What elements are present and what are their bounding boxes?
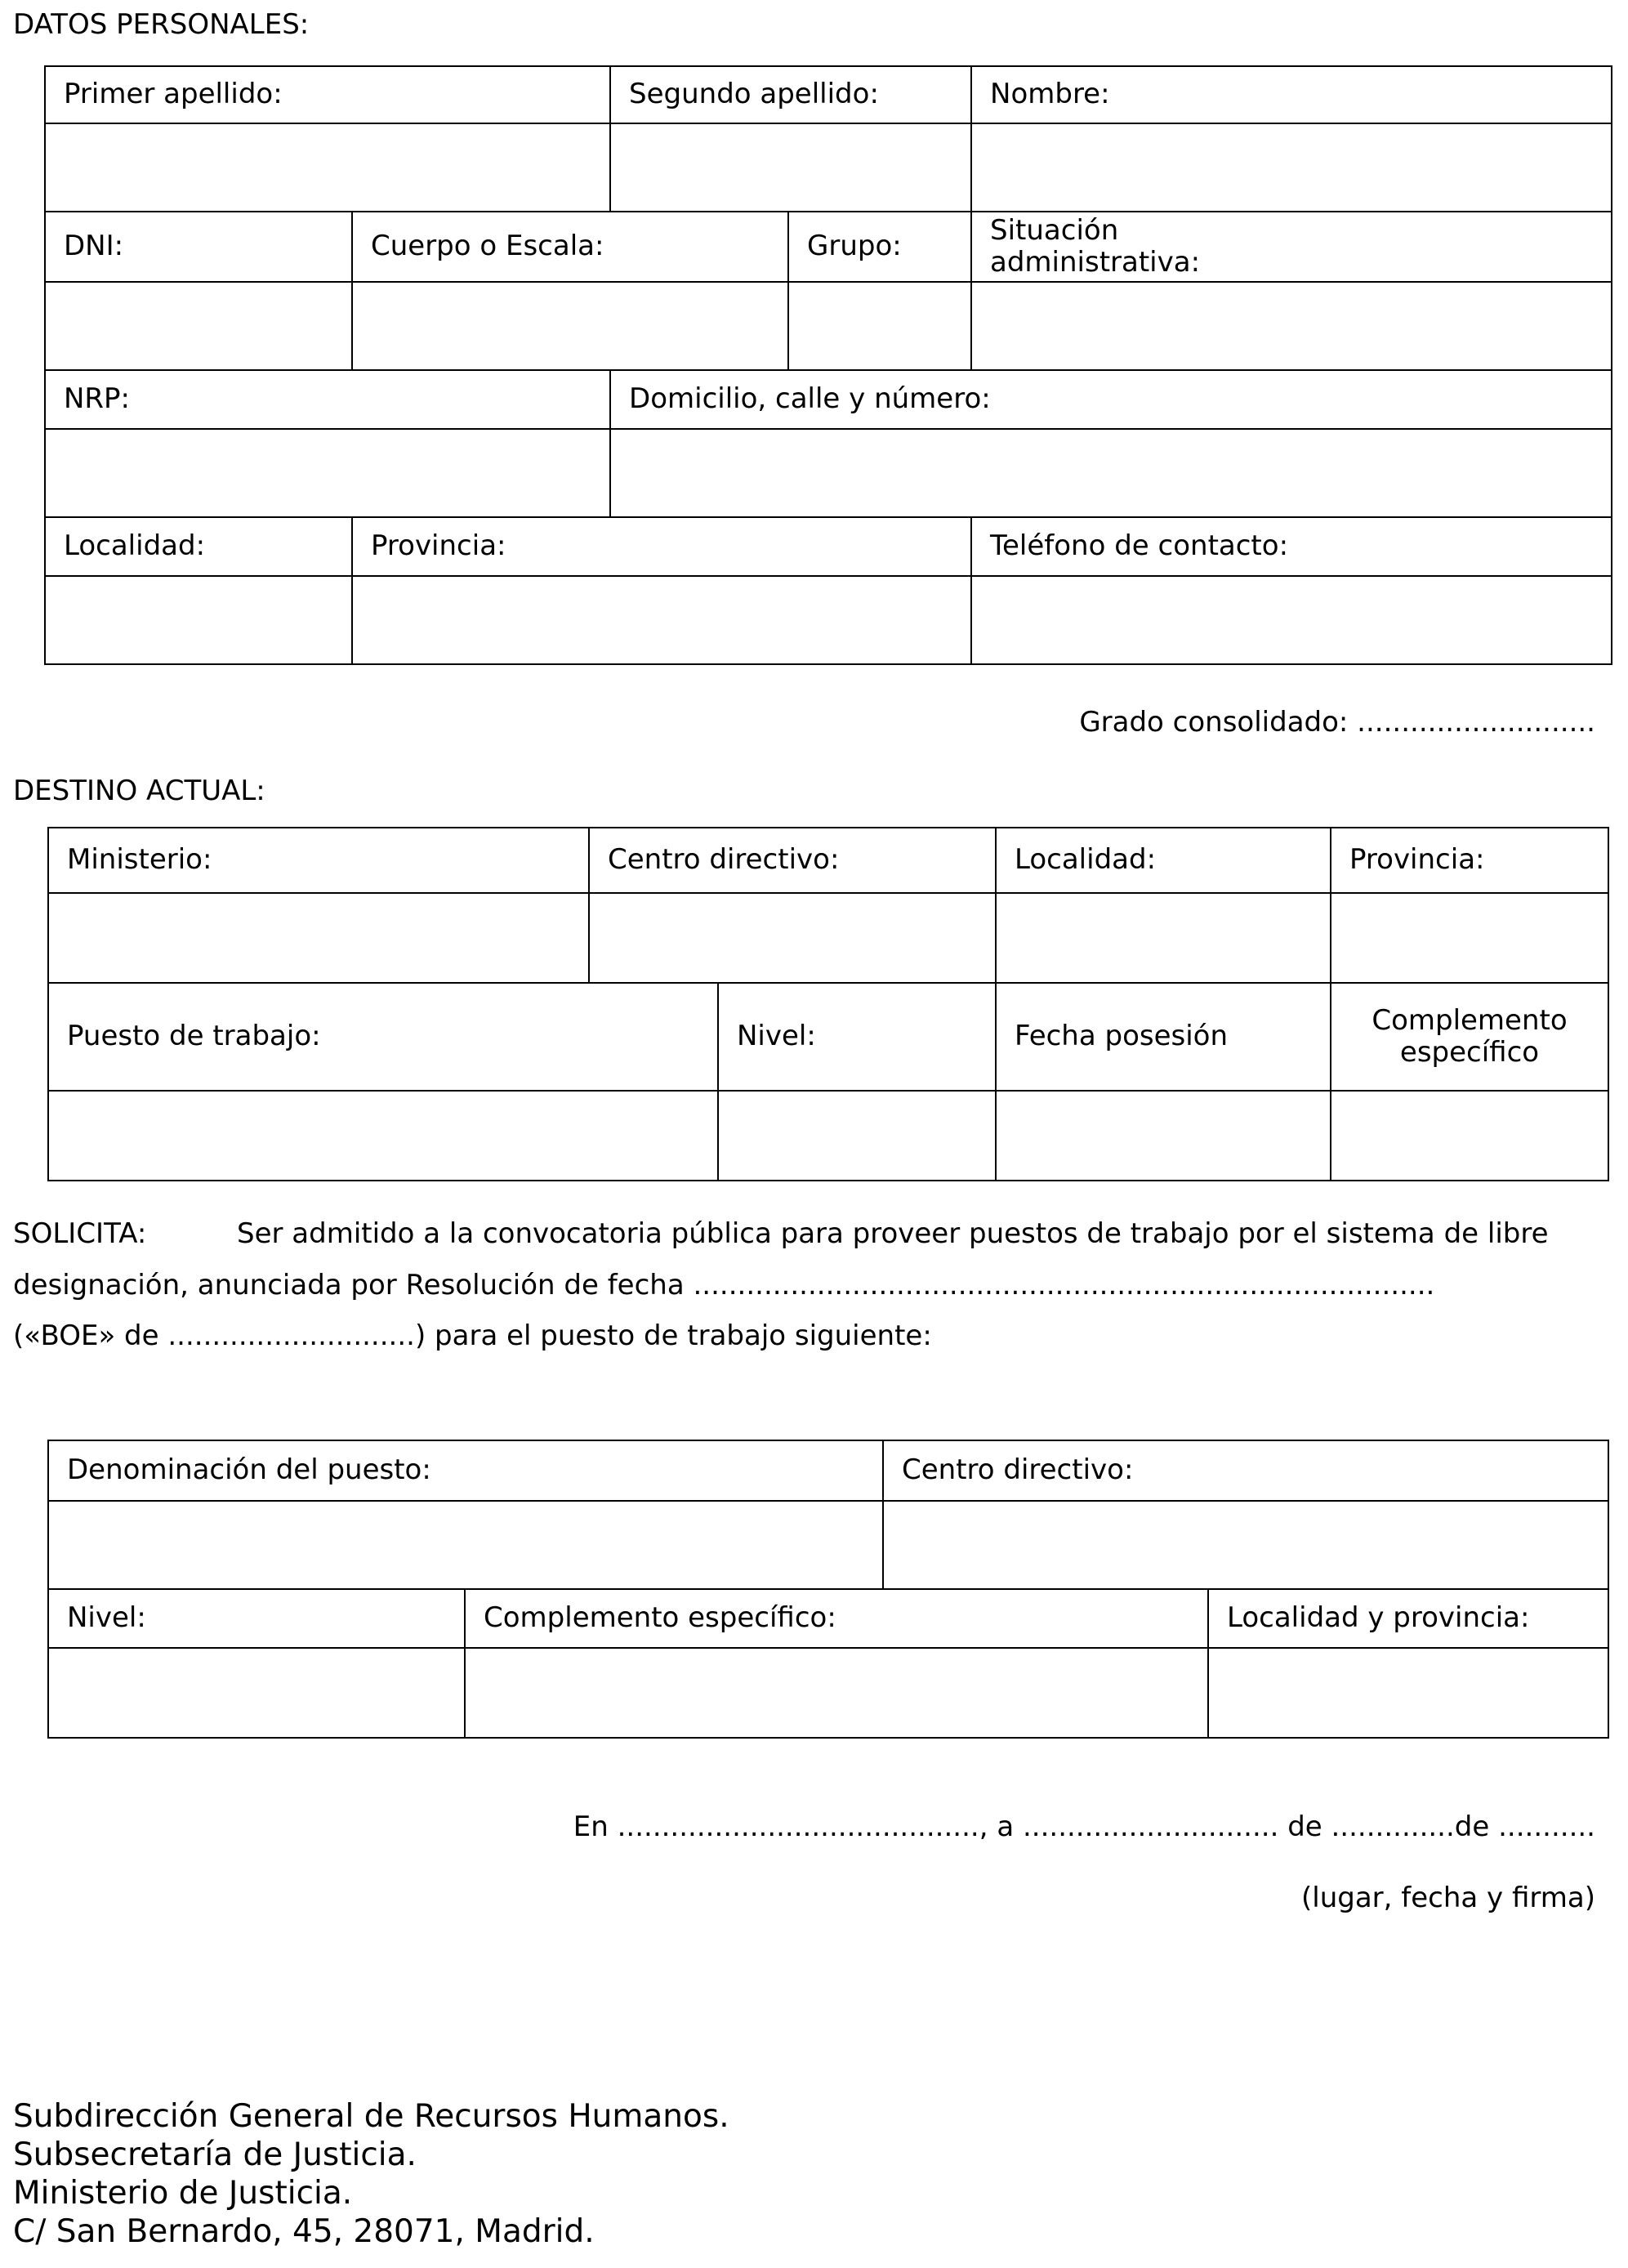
puesto-centro-directivo-label: Centro directivo: [883,1440,1608,1501]
dni-field[interactable] [45,282,352,370]
denominacion-puesto-label: Denominación del puesto: [48,1440,883,1501]
primer-apellido-field[interactable] [45,123,610,212]
nombre-field[interactable] [971,123,1612,212]
localidad-provincia-label: Localidad y provincia: [1208,1589,1608,1648]
footer-line2: Subsecretaría de Justicia. [13,2136,417,2173]
destino-nivel-field[interactable] [718,1091,996,1181]
puesto-trabajo-label: Puesto de trabajo: [48,983,718,1091]
destino-localidad-label: Localidad: [996,828,1331,893]
destino-provincia-label: Provincia: [1331,828,1608,893]
puesto-trabajo-field[interactable] [48,1091,718,1181]
nombre-label: Nombre: [971,66,1612,123]
provincia-label: Provincia: [352,517,971,576]
domicilio-field[interactable] [610,429,1612,517]
situacion-label-line2: administrativa: [990,246,1201,279]
denominacion-puesto-field[interactable] [48,1501,883,1589]
situacion-administrativa-label [971,212,1612,282]
lugar-fecha-line: En ........................................., a ............................. de ..............de ........... [573,1810,1595,1843]
situacion-administrativa-field[interactable] [971,282,1612,370]
footer-address [13,2097,729,2251]
provincia-field[interactable] [352,576,971,664]
puesto-complemento-label: Complemento específico: [465,1589,1208,1648]
complemento-label-line1: Complemento [1372,1003,1568,1037]
lugar-fecha-firma-caption: (lugar, fecha y firma) [1301,1882,1595,1914]
puesto-centro-directivo-field[interactable] [883,1501,1608,1589]
solicita-line3: («BOE» de ............................) para el puesto de trabajo siguiente: [13,1319,932,1352]
grupo-label: Grupo: [788,212,971,282]
telefono-field[interactable] [971,576,1612,664]
fecha-posesion-label: Fecha posesión [996,983,1331,1091]
solicita-label: SOLICITA: [13,1217,147,1250]
localidad-field[interactable] [45,576,352,664]
ministerio-label: Ministerio: [48,828,589,893]
puesto-solicitado-table [47,1440,1609,1739]
footer-line1: Subdirección General de Recursos Humanos. [13,2098,729,2135]
cuerpo-escala-label: Cuerpo o Escala: [352,212,788,282]
grado-consolidado: Grado consolidado: ........................... [1079,706,1595,739]
destino-localidad-field[interactable] [996,893,1331,983]
nrp-label: NRP: [45,370,610,429]
complemento-especifico-label [1331,983,1608,1091]
ministerio-field[interactable] [48,893,589,983]
destino-actual-table [47,827,1609,1181]
footer-line3: Ministerio de Justicia. [13,2175,353,2212]
puesto-nivel-field[interactable] [48,1648,465,1738]
puesto-nivel-label: Nivel: [48,1589,465,1648]
cuerpo-escala-field[interactable] [352,282,788,370]
dni-label: DNI: [45,212,352,282]
fecha-posesion-field[interactable] [996,1091,1331,1181]
datos-personales-title: DATOS PERSONALES: [13,8,310,41]
datos-personales-table [44,65,1612,665]
footer-line4: C/ San Bernardo, 45, 28071, Madrid. [13,2213,595,2250]
situacion-label-line1: Situación [990,213,1119,247]
nrp-field[interactable] [45,429,610,517]
destino-centro-directivo-field[interactable] [589,893,996,983]
segundo-apellido-label: Segundo apellido: [610,66,971,123]
grupo-field[interactable] [788,282,971,370]
domicilio-label: Domicilio, calle y número: [610,370,1612,429]
complemento-especifico-field[interactable] [1331,1091,1608,1181]
destino-actual-title: DESTINO ACTUAL: [13,775,265,807]
telefono-label: Teléfono de contacto: [971,517,1612,576]
segundo-apellido-field[interactable] [610,123,971,212]
puesto-complemento-field[interactable] [465,1648,1208,1738]
localidad-label: Localidad: [45,517,352,576]
destino-nivel-label: Nivel: [718,983,996,1091]
solicita-line1: Ser admitido a la convocatoria pública para proveer puestos de trabajo por el sistema de libre [237,1217,1549,1250]
destino-provincia-field[interactable] [1331,893,1608,983]
primer-apellido-label: Primer apellido: [45,66,610,123]
localidad-provincia-field[interactable] [1208,1648,1608,1738]
complemento-label-line2: específico [1399,1036,1540,1069]
solicita-line2: designación, anunciada por Resolución de fecha .................................................................................... [13,1269,1435,1301]
destino-centro-directivo-label: Centro directivo: [589,828,996,893]
